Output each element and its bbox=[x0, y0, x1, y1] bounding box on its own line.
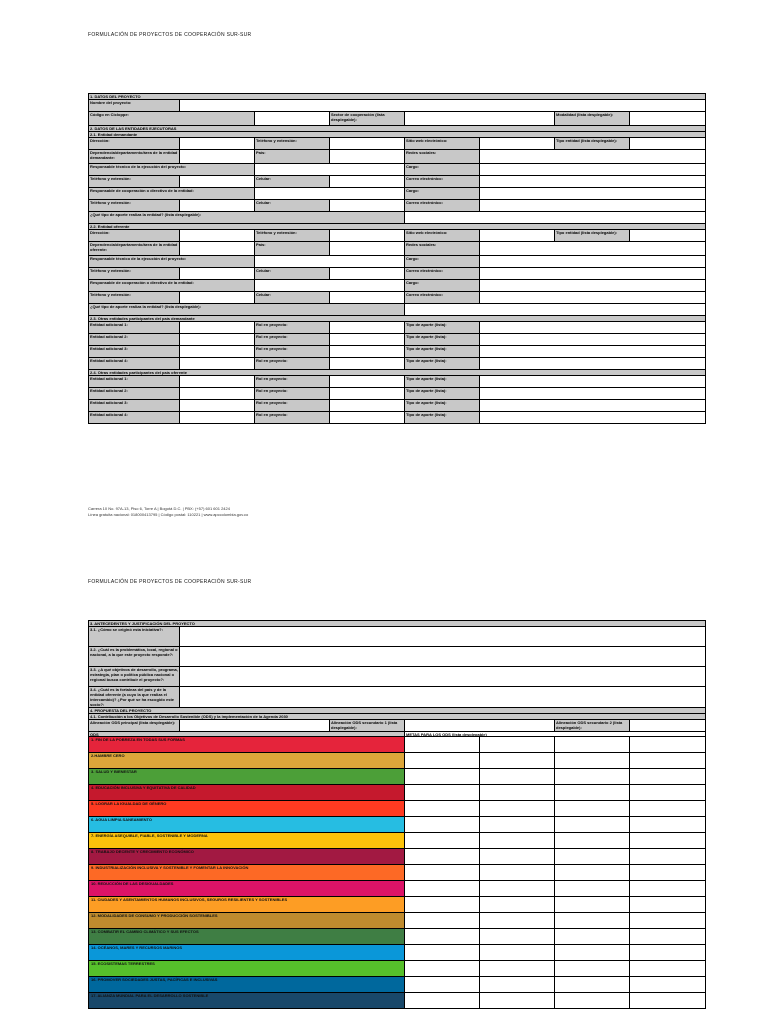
ods-meta-input[interactable] bbox=[405, 945, 480, 961]
subsection-header: 2.1. Entidad demandante bbox=[89, 132, 706, 138]
input[interactable] bbox=[480, 138, 555, 150]
textarea[interactable] bbox=[180, 687, 706, 708]
ods-meta-input[interactable] bbox=[555, 753, 630, 769]
label: Teléfono y extensión: bbox=[255, 230, 330, 242]
ods-meta-input[interactable] bbox=[405, 977, 480, 993]
form-page-2 bbox=[88, 620, 706, 738]
ods-goal-cell[interactable]: 15. ECOSISTEMAS TERRESTRES bbox=[89, 961, 405, 977]
ods-meta-input[interactable] bbox=[405, 961, 480, 977]
ods-row bbox=[89, 961, 706, 977]
input-nombre-proyecto[interactable] bbox=[180, 100, 706, 112]
input[interactable] bbox=[330, 200, 405, 212]
dropdown-ods-principal[interactable] bbox=[180, 720, 330, 732]
label: Sitio web electrónico: bbox=[405, 230, 480, 242]
label: Correo electrónico: bbox=[405, 200, 480, 212]
input[interactable] bbox=[330, 138, 405, 150]
input[interactable] bbox=[180, 400, 255, 412]
input[interactable] bbox=[480, 164, 706, 176]
ods-meta-input[interactable] bbox=[405, 881, 480, 897]
label: Alineación ODS principal (lista desplegable): bbox=[89, 720, 180, 732]
footer-line-1: Carrera 10 No. 97A-13, Piso 6, Torre A | Bogotá D.C. | PBX: (+57) 601 601 2424 bbox=[88, 506, 230, 511]
ods-row bbox=[89, 785, 706, 801]
input[interactable] bbox=[180, 268, 255, 280]
question-label: 3.2. ¿Cuál es la problemática, local, regional o nacional, a la que este proyecto responde?: bbox=[89, 647, 180, 667]
ods-goal-cell[interactable]: 6. AGUA LIMPIA SANEAMIENTO bbox=[89, 817, 405, 833]
label: Entidad adicional 3: bbox=[89, 400, 180, 412]
ods-row bbox=[89, 801, 706, 817]
label: Modalidad (lista desplegable): bbox=[555, 112, 630, 126]
ods-meta-input[interactable] bbox=[555, 849, 630, 865]
dropdown[interactable] bbox=[480, 334, 706, 346]
input[interactable] bbox=[180, 176, 255, 188]
section-header: 4. PROPUESTA DEL PROYECTO bbox=[89, 708, 706, 714]
ods-row bbox=[89, 817, 706, 833]
ods-meta-input[interactable] bbox=[405, 801, 480, 817]
subsection-header: 2.4. Otras entidades participantes del país oferente bbox=[89, 370, 706, 376]
ods-meta-input[interactable] bbox=[555, 881, 630, 897]
label: Entidad adicional 2: bbox=[89, 334, 180, 346]
label: Cargo: bbox=[405, 188, 480, 200]
ods-meta-input[interactable] bbox=[480, 945, 555, 961]
ods-goal-cell[interactable]: 12. MODALIDADES DE CONSUMO Y PRODUCCIÓN SOSTENIBLES bbox=[89, 913, 405, 929]
label: Rol en proyecto: bbox=[255, 334, 330, 346]
ods-row bbox=[89, 769, 706, 785]
input[interactable] bbox=[180, 376, 255, 388]
label: Rol en proyecto: bbox=[255, 400, 330, 412]
input[interactable] bbox=[480, 256, 706, 268]
ods-meta-input[interactable] bbox=[405, 753, 480, 769]
subsection-header: 4.1. Contribución a los Objetivos de Desarrollo Sostenible (ODS) y la implementación de la Agenda 2030 bbox=[89, 714, 706, 720]
label: Responsable técnico de la ejecución del proyecto: bbox=[89, 164, 255, 176]
ods-row bbox=[89, 929, 706, 945]
ods-meta-input[interactable] bbox=[555, 993, 630, 1009]
textarea[interactable] bbox=[180, 627, 706, 647]
section-header: 3. ANTECEDENTES Y JUSTIFICACIÓN DEL PROYECTO bbox=[89, 621, 706, 627]
input[interactable] bbox=[480, 200, 706, 212]
input[interactable] bbox=[180, 412, 255, 424]
label: Tipo de aporte (lista): bbox=[405, 376, 480, 388]
input[interactable] bbox=[180, 150, 255, 164]
ods-goal-cell[interactable]: 14. OCÉANOS, MARES Y RECURSOS MARINOS bbox=[89, 945, 405, 961]
metas-column-header: METAS PARA LOS ODS (lista desplegable) bbox=[405, 732, 706, 738]
input[interactable] bbox=[330, 242, 405, 256]
input[interactable] bbox=[255, 164, 405, 176]
label: Cargo: bbox=[405, 280, 480, 292]
label: Rol en proyecto: bbox=[255, 358, 330, 370]
ods-goal-cell[interactable]: 17. ALIANZA MUNDIAL PARA EL DESARROLLO SOSTENIBLE bbox=[89, 993, 405, 1009]
ods-meta-input[interactable] bbox=[630, 977, 706, 993]
ods-meta-input[interactable] bbox=[555, 945, 630, 961]
dropdown[interactable] bbox=[405, 304, 706, 316]
label: Tipo de aporte (lista): bbox=[405, 388, 480, 400]
ods-meta-input[interactable] bbox=[630, 785, 706, 801]
ods-goal-cell[interactable]: 3. SALUD Y BIENESTAR bbox=[89, 769, 405, 785]
label: Correo electrónico: bbox=[405, 292, 480, 304]
label: Correo electrónico: bbox=[405, 176, 480, 188]
ods-meta-input[interactable] bbox=[630, 945, 706, 961]
dropdown-sector[interactable] bbox=[405, 112, 555, 126]
label: Responsable técnico de la ejecución del proyecto: bbox=[89, 256, 255, 268]
label: Rol en proyecto: bbox=[255, 322, 330, 334]
label: Nombre del proyecto: bbox=[89, 100, 180, 112]
ods-row bbox=[89, 849, 706, 865]
label: Tipo entidad (lista desplegable): bbox=[555, 230, 630, 242]
input[interactable] bbox=[330, 412, 405, 424]
ods-goal-cell[interactable]: 9. INDUSTRIALIZACIÓN INCLUSIVA Y SOSTENIBLE Y FOMENTAR LA INNOVACIÓN bbox=[89, 865, 405, 881]
dropdown-ods-secundario-1[interactable] bbox=[405, 720, 555, 732]
label: Teléfono y extensión: bbox=[89, 268, 180, 280]
ods-meta-input[interactable] bbox=[630, 897, 706, 913]
ods-meta-input[interactable] bbox=[405, 913, 480, 929]
ods-meta-input[interactable] bbox=[630, 801, 706, 817]
input[interactable] bbox=[480, 150, 706, 164]
ods-meta-input[interactable] bbox=[555, 865, 630, 881]
input[interactable] bbox=[330, 292, 405, 304]
ods-row bbox=[89, 881, 706, 897]
ods-goal-cell[interactable]: 13. COMBATIR EL CAMBIO CLIMÁTICO Y SUS EFECTOS bbox=[89, 929, 405, 945]
ods-meta-input[interactable] bbox=[480, 913, 555, 929]
subsection-header: 2.2. Entidad oferente bbox=[89, 224, 706, 230]
ods-meta-input[interactable] bbox=[405, 849, 480, 865]
input[interactable] bbox=[255, 256, 405, 268]
input[interactable] bbox=[330, 334, 405, 346]
label: Entidad adicional 2: bbox=[89, 388, 180, 400]
ods-meta-input[interactable] bbox=[555, 977, 630, 993]
ods-meta-input[interactable] bbox=[480, 817, 555, 833]
dropdown[interactable] bbox=[480, 322, 706, 334]
section-header: 1. DATOS DEL PROYECTO bbox=[89, 94, 706, 100]
input[interactable] bbox=[330, 176, 405, 188]
input[interactable] bbox=[480, 280, 706, 292]
doc-title-page-2: FORMULACIÓN DE PROYECTOS DE COOPERACIÓN SUR-SUR bbox=[88, 579, 252, 585]
label: Cargo: bbox=[405, 164, 480, 176]
ods-meta-input[interactable] bbox=[480, 993, 555, 1009]
dropdown[interactable] bbox=[480, 412, 706, 424]
ods-meta-input[interactable] bbox=[480, 801, 555, 817]
label: Alineación ODS secundario 1 (lista desplegable): bbox=[330, 720, 405, 732]
label: Entidad adicional 3: bbox=[89, 346, 180, 358]
ods-meta-input[interactable] bbox=[630, 849, 706, 865]
section-header: 2. DATOS DE LAS ENTIDADES EJECUTORAS bbox=[89, 126, 706, 132]
ods-meta-input[interactable] bbox=[480, 737, 555, 753]
ods-goal-cell[interactable]: 4. EDUCACIÓN INCLUSIVA Y EQUITATIVA DE CALIDAD bbox=[89, 785, 405, 801]
ods-meta-input[interactable] bbox=[480, 833, 555, 849]
ods-meta-input[interactable] bbox=[480, 929, 555, 945]
input[interactable] bbox=[330, 376, 405, 388]
ods-goal-cell[interactable]: 10. REDUCCIÓN DE LAS DESIGUALDADES bbox=[89, 881, 405, 897]
ods-meta-input[interactable] bbox=[555, 785, 630, 801]
label: Tipo de aporte (lista): bbox=[405, 346, 480, 358]
input[interactable] bbox=[330, 322, 405, 334]
label: Celular: bbox=[255, 292, 330, 304]
ods-meta-input[interactable] bbox=[555, 897, 630, 913]
label: Tipo de aporte (lista): bbox=[405, 412, 480, 424]
dropdown[interactable] bbox=[480, 358, 706, 370]
label: ¿Qué tipo de aporte realiza la entidad? (lista desplegable): bbox=[89, 304, 405, 316]
input[interactable] bbox=[180, 388, 255, 400]
label: Celular: bbox=[255, 268, 330, 280]
ods-meta-input[interactable] bbox=[630, 769, 706, 785]
ods-meta-input[interactable] bbox=[630, 913, 706, 929]
ods-meta-input[interactable] bbox=[405, 785, 480, 801]
ods-meta-input[interactable] bbox=[630, 929, 706, 945]
input[interactable] bbox=[330, 230, 405, 242]
label: Alineación ODS secundario 2 (lista desplegable): bbox=[555, 720, 630, 732]
ods-row bbox=[89, 945, 706, 961]
footer-address bbox=[88, 506, 248, 518]
label: Rol en proyecto: bbox=[255, 412, 330, 424]
ods-row bbox=[89, 993, 706, 1009]
ods-meta-input[interactable] bbox=[630, 833, 706, 849]
input[interactable] bbox=[180, 138, 255, 150]
input[interactable] bbox=[330, 358, 405, 370]
input[interactable] bbox=[330, 150, 405, 164]
ods-meta-input[interactable] bbox=[480, 785, 555, 801]
ods-meta-input[interactable] bbox=[480, 849, 555, 865]
ods-row bbox=[89, 897, 706, 913]
label: Tipo de aporte (lista): bbox=[405, 400, 480, 412]
input[interactable] bbox=[330, 268, 405, 280]
ods-row bbox=[89, 977, 706, 993]
label: Teléfono y extensión: bbox=[89, 292, 180, 304]
label: ¿Qué tipo de aporte realiza la entidad? (lista desplegable): bbox=[89, 212, 405, 224]
ods-row bbox=[89, 833, 706, 849]
input[interactable] bbox=[330, 400, 405, 412]
label: Responsable de cooperación o directivo de la entidad: bbox=[89, 280, 255, 292]
question-label: 3.1. ¿Cómo se originó esta iniciativa?: bbox=[89, 627, 180, 647]
ods-meta-input[interactable] bbox=[480, 897, 555, 913]
ods-meta-input[interactable] bbox=[405, 769, 480, 785]
label: Tipo entidad (lista desplegable): bbox=[555, 138, 630, 150]
question-label: 3.3. ¿A qué objetivos de desarrollo, programa, estrategia, plan o política pública nacional o regional busca contribuir el proyecto?: bbox=[89, 667, 180, 687]
ods-meta-input[interactable] bbox=[405, 833, 480, 849]
doc-title-page-1: FORMULACIÓN DE PROYECTOS DE COOPERACIÓN SUR-SUR bbox=[88, 32, 252, 38]
ods-meta-input[interactable] bbox=[480, 977, 555, 993]
label: Dependencia/departamento/área de la entidad oferente: bbox=[89, 242, 180, 256]
input[interactable] bbox=[330, 388, 405, 400]
ods-meta-input[interactable] bbox=[555, 801, 630, 817]
ods-meta-input[interactable] bbox=[630, 753, 706, 769]
ods-meta-input[interactable] bbox=[630, 817, 706, 833]
ods-table bbox=[88, 736, 706, 1009]
ods-column-header: ODS bbox=[89, 732, 405, 738]
ods-meta-input[interactable] bbox=[555, 769, 630, 785]
ods-meta-input[interactable] bbox=[555, 817, 630, 833]
ods-meta-input[interactable] bbox=[555, 961, 630, 977]
input[interactable] bbox=[480, 188, 706, 200]
label: Celular: bbox=[255, 176, 330, 188]
input[interactable] bbox=[180, 334, 255, 346]
input-codigo[interactable] bbox=[255, 112, 330, 126]
input[interactable] bbox=[180, 200, 255, 212]
input[interactable] bbox=[180, 242, 255, 256]
dropdown[interactable] bbox=[480, 376, 706, 388]
ods-meta-input[interactable] bbox=[480, 753, 555, 769]
ods-goal-cell[interactable]: 7. ENERGÍA ASEQUIBLE, FIABLE, SOSTENIBLE Y MODERNA bbox=[89, 833, 405, 849]
ods-goal-cell[interactable]: 5. LOGRAR LA IGUALDAD DE GÉNERO bbox=[89, 801, 405, 817]
input[interactable] bbox=[480, 242, 706, 256]
ods-meta-input[interactable] bbox=[555, 913, 630, 929]
ods-row bbox=[89, 737, 706, 753]
dropdown[interactable] bbox=[405, 212, 706, 224]
input[interactable] bbox=[480, 176, 706, 188]
label: Entidad adicional 1: bbox=[89, 322, 180, 334]
label: Rol en proyecto: bbox=[255, 376, 330, 388]
ods-meta-input[interactable] bbox=[555, 929, 630, 945]
label: Responsable de cooperación o directivo de la entidad: bbox=[89, 188, 255, 200]
textarea[interactable] bbox=[180, 647, 706, 667]
label: Entidad adicional 4: bbox=[89, 358, 180, 370]
label: Dirección: bbox=[89, 138, 180, 150]
dropdown[interactable] bbox=[480, 400, 706, 412]
label: Dirección: bbox=[89, 230, 180, 242]
input[interactable] bbox=[180, 358, 255, 370]
ods-row bbox=[89, 753, 706, 769]
ods-goal-cell[interactable]: 16. PROMOVER SOCIEDADES JUSTAS, PACÍFICAS E INCLUSIVAS bbox=[89, 977, 405, 993]
label: Teléfono y extensión: bbox=[89, 176, 180, 188]
ods-meta-input[interactable] bbox=[480, 961, 555, 977]
ods-row bbox=[89, 865, 706, 881]
ods-meta-input[interactable] bbox=[480, 881, 555, 897]
footer-line-2: Línea gratuita nacional: 018000413795 | Código postal: 110221 | www.apccolombia.gov.co bbox=[88, 512, 249, 517]
ods-goal-cell[interactable]: 11. CIUDADES Y ASENTAMIENTOS HUMANOS INCLUSIVOS, SEGUROS RESILIENTES Y SOSTENIBLES bbox=[89, 897, 405, 913]
label: Teléfono y extensión: bbox=[255, 138, 330, 150]
label: Rol en proyecto: bbox=[255, 388, 330, 400]
question-label: 3.4. ¿Cuál es la fortaleza del país y de la entidad oferente (a cuyo la que realiza el intercambio)? ¿Por qué se ha escogido este socio?: bbox=[89, 687, 180, 708]
label: Correo electrónico: bbox=[405, 268, 480, 280]
ods-meta-input[interactable] bbox=[630, 993, 706, 1009]
subsection-header: 2.3. Otras entidades participantes del país demandante bbox=[89, 316, 706, 322]
dropdown[interactable] bbox=[630, 230, 706, 242]
label: Código en Cicloppe: bbox=[89, 112, 255, 126]
input[interactable] bbox=[480, 292, 706, 304]
label: Teléfono y extensión: bbox=[89, 200, 180, 212]
label: Tipo de aporte (lista): bbox=[405, 334, 480, 346]
label: País: bbox=[255, 242, 330, 256]
label: Tipo de aporte (lista): bbox=[405, 358, 480, 370]
label: Celular: bbox=[255, 200, 330, 212]
label: Sector de cooperación (lista desplegable): bbox=[330, 112, 405, 126]
label: Redes sociales: bbox=[405, 242, 480, 256]
ods-meta-input[interactable] bbox=[630, 865, 706, 881]
input[interactable] bbox=[330, 346, 405, 358]
input[interactable] bbox=[180, 292, 255, 304]
label: Redes sociales: bbox=[405, 150, 480, 164]
ods-meta-input[interactable] bbox=[480, 865, 555, 881]
ods-meta-input[interactable] bbox=[630, 881, 706, 897]
dropdown[interactable] bbox=[480, 388, 706, 400]
dropdown[interactable] bbox=[480, 346, 706, 358]
ods-meta-input[interactable] bbox=[555, 833, 630, 849]
input[interactable] bbox=[255, 280, 405, 292]
label: Dependencia/departamento/área de la entidad demandante: bbox=[89, 150, 180, 164]
input[interactable] bbox=[480, 230, 555, 242]
ods-meta-input[interactable] bbox=[405, 817, 480, 833]
input[interactable] bbox=[480, 268, 706, 280]
label: Rol en proyecto: bbox=[255, 346, 330, 358]
ods-meta-input[interactable] bbox=[405, 897, 480, 913]
textarea[interactable] bbox=[180, 667, 706, 687]
ods-meta-input[interactable] bbox=[630, 961, 706, 977]
ods-meta-input[interactable] bbox=[555, 737, 630, 753]
ods-meta-input[interactable] bbox=[405, 865, 480, 881]
input[interactable] bbox=[255, 188, 405, 200]
label: Entidad adicional 4: bbox=[89, 412, 180, 424]
ods-meta-input[interactable] bbox=[405, 737, 480, 753]
dropdown-modalidad[interactable] bbox=[630, 112, 706, 126]
label: Sitio web electrónico: bbox=[405, 138, 480, 150]
ods-meta-input[interactable] bbox=[480, 769, 555, 785]
label: Cargo: bbox=[405, 256, 480, 268]
label: Entidad adicional 1: bbox=[89, 376, 180, 388]
ods-row bbox=[89, 913, 706, 929]
form-page-1 bbox=[88, 93, 706, 424]
ods-meta-input[interactable] bbox=[405, 929, 480, 945]
input[interactable] bbox=[180, 346, 255, 358]
dropdown[interactable] bbox=[630, 138, 706, 150]
input[interactable] bbox=[180, 230, 255, 242]
input[interactable] bbox=[180, 322, 255, 334]
ods-meta-input[interactable] bbox=[405, 993, 480, 1009]
label: País: bbox=[255, 150, 330, 164]
ods-goal-cell[interactable]: 1. FIN DE LA POBREZA EN TODAS SUS FORMAS bbox=[89, 737, 405, 753]
label: Tipo de aporte (lista): bbox=[405, 322, 480, 334]
ods-goal-cell[interactable]: 2.HAMBRE CERO bbox=[89, 753, 405, 769]
ods-meta-input[interactable] bbox=[630, 737, 706, 753]
ods-goal-cell[interactable]: 8. TRABAJO DECENTE Y CRECIMIENTO ECONÓMICO bbox=[89, 849, 405, 865]
dropdown-ods-secundario-2[interactable] bbox=[630, 720, 706, 732]
